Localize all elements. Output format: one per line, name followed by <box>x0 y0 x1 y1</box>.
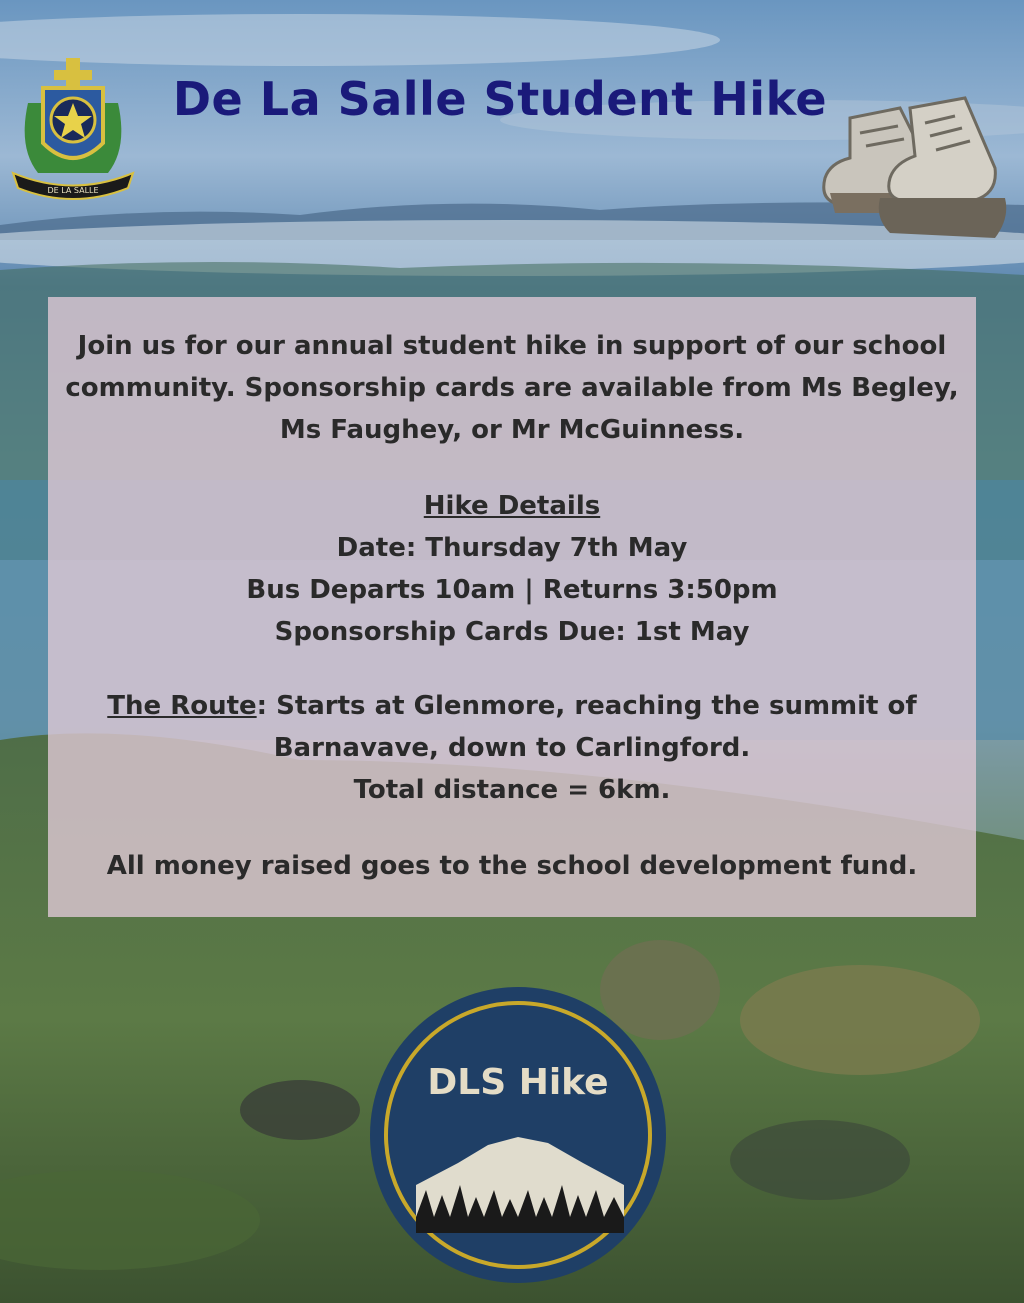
route-label: The Route <box>107 691 257 721</box>
hiking-boots-icon <box>820 78 1020 258</box>
hike-details-block <box>48 485 976 653</box>
bus-times-line: Bus Departs 10am | Returns 3:50pm <box>246 575 778 605</box>
cards-due-line: Sponsorship Cards Due: 1st May <box>274 617 750 647</box>
route-line-2: Barnavave, down to Carlingford. <box>273 733 751 763</box>
intro-line-3: Ms Faughey, or Mr McGuinness. <box>279 415 745 445</box>
date-line: Date: Thursday 7th May <box>336 533 688 563</box>
dls-hike-badge <box>368 985 668 1285</box>
route-distance: Total distance = 6km. <box>353 775 671 805</box>
badge-title: DLS Hike <box>427 1062 609 1103</box>
crest-ribbon-text: DE LA SALLE <box>47 186 99 195</box>
hike-details-heading: Hike Details <box>423 491 601 521</box>
route-line-1 <box>48 685 976 727</box>
crest-icon <box>8 48 138 203</box>
page-title: De La Salle Student Hike <box>172 72 828 126</box>
intro-line-1: Join us for our annual student hike in support of our school <box>77 331 947 361</box>
route-block <box>48 685 976 811</box>
closing-block <box>48 845 976 887</box>
route-text: : Starts at Glenmore, reaching the summit of <box>256 691 917 721</box>
intro-block <box>48 325 976 451</box>
closing-line: All money raised goes to the school development fund. <box>106 851 918 881</box>
intro-line-2: community. Sponsorship cards are available from Ms Begley, <box>65 373 959 403</box>
info-panel <box>48 297 976 917</box>
